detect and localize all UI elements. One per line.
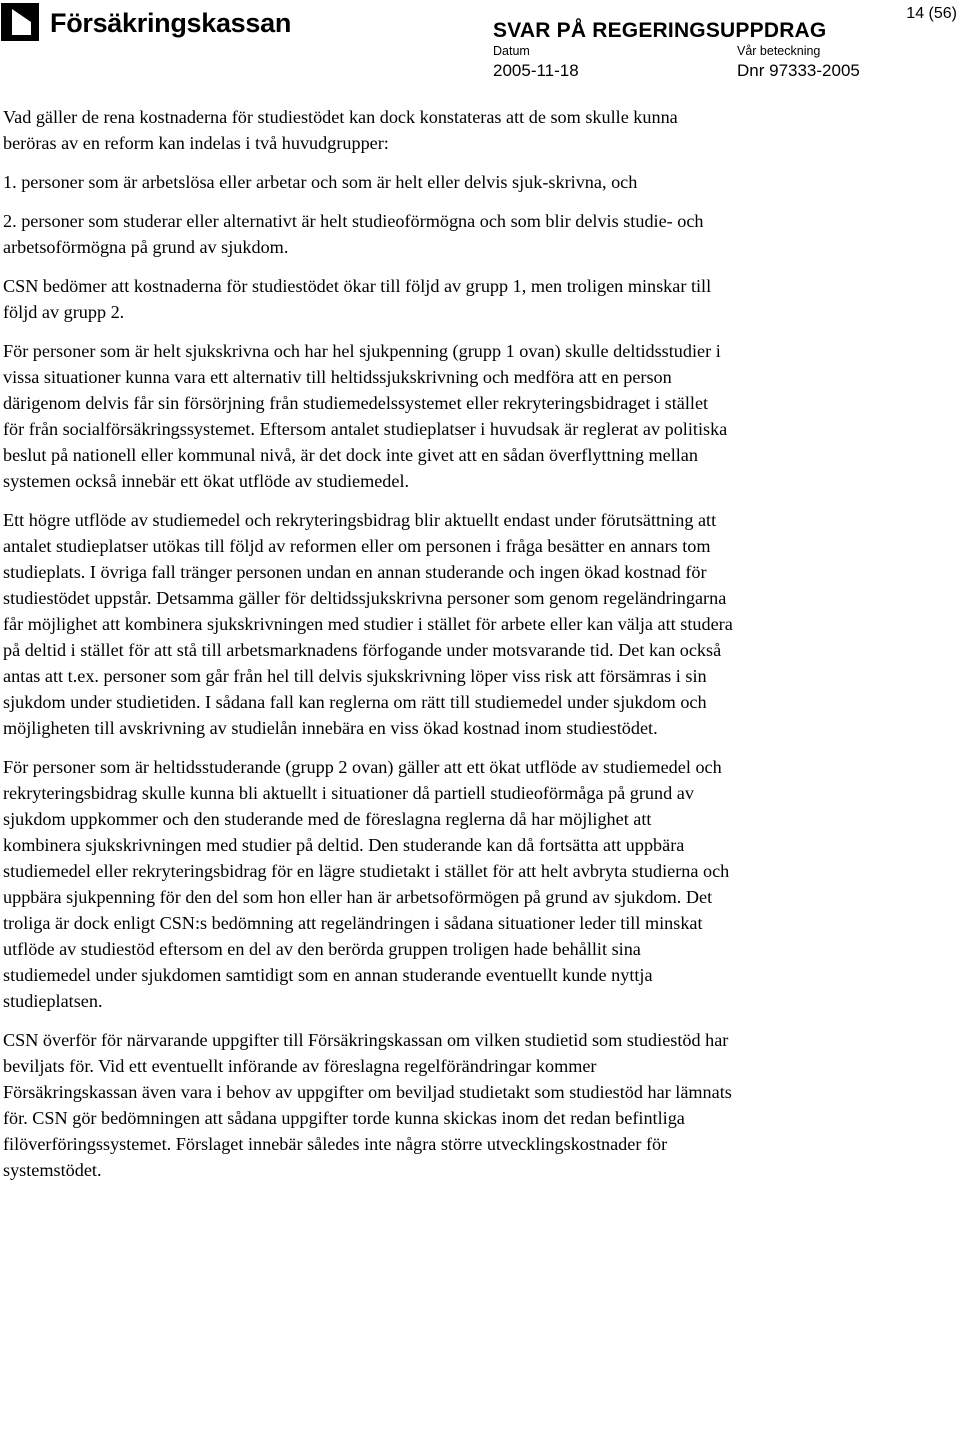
document-body	[3, 104, 733, 1196]
reference-value: Dnr 97333-2005	[737, 61, 860, 80]
page-number: 14 (56)	[906, 5, 957, 22]
paragraph: För personer som är heltidsstuderande (grupp 2 ovan) gäller att ett ökat utflöde av studiemedel och rekryteringsbidrag skulle kunna bli aktuellt i situationer då partiell studieoförmåga på grund av sjukdom uppkommer och den studerande med de föreslagna reglerna då har möjlighet att kombinera sjukskrivningen med studier på deltid. Den studerande kan då fortsätta att uppbära studiemedel eller rekryteringsbidrag för en lägre studietakt i stället för att helt avbryta studierna och uppbära sjukpenning för den del som hon eller han är arbetsoförmögen på grund av sjukdom. Det troliga är dock enligt CSN:s bedömning att regeländringen i sådana situationer leder till minskat utflöde av studiestöd eftersom en del av den berörda gruppen troligen hade behållit sina studiemedel under sjukdomen samtidigt som en annan studerande eventuellt kunde nyttja studieplatsen.	[3, 757, 730, 1011]
agency-logo	[0, 0, 291, 44]
paragraph: Vad gäller de rena kostnaderna för studiestödet kan dock konstateras att de som skulle kunna beröras av en reform kan indelas i två huvudgrupper:	[3, 107, 678, 153]
date-value: 2005-11-18	[493, 61, 579, 80]
reference-label: Vår beteckning	[737, 44, 821, 58]
logo-text: Försäkringskassan	[50, 7, 292, 38]
list-item: 1. personer som är arbetslösa eller arbetar och som är helt eller delvis sjuk-skrivna, och	[3, 172, 638, 192]
document-title: SVAR PÅ REGERINGSUPPDRAG	[493, 19, 827, 42]
paragraph: Ett högre utflöde av studiemedel och rekryteringsbidrag blir aktuellt endast under förutsättning att antalet studieplatser utökas till följd av reformen eller om personen i fråga besätter en annars tom studieplats. I övriga fall tränger personen undan en annan studerande och ingen ökad kostnad för studiestödet uppstår. Detsamma gäller för deltidssjukskrivna personer som genom regeländringarna får möjlighet att kombinera sjukskrivningen med studier i stället för arbete eller kan välja att studera på deltid i stället för att stå till arbetsmarknadens förfogande under motsvarande tid. Det kan också antas att t.ex. personer som går från hel till delvis sjukskrivning löper viss risk att försämras i sin sjukdom under studietiden. I sådana fall kan reglerna om rätt till studiemedel under sjukdom och möjligheten till avskrivning av studielån innebära en viss ökad kostnad inom studiestödet.	[3, 510, 733, 738]
paragraph: CSN bedömer att kostnaderna för studiestödet ökar till följd av grupp 1, men troligen minskar till följd av grupp 2.	[3, 276, 712, 322]
date-label: Datum	[493, 44, 530, 58]
paragraph: CSN överför för närvarande uppgifter till Försäkringskassan om vilken studietid som studiestöd har beviljats för. Vid ett eventuellt införande av föreslagna regelförändringar kommer Försäkringskassan även vara i behov av uppgifter om beviljad studietakt som studiestöd har lämnats för. CSN gör bedömningen att sådana uppgifter torde kunna skickas inom det redan befintliga filöverföringssystemet. Förslaget innebär således inte några större utvecklingskostnader för systemstödet.	[3, 1030, 732, 1180]
paragraph: För personer som är helt sjukskrivna och har hel sjukpenning (grupp 1 ovan) skulle deltidsstudier i vissa situationer kunna vara ett alternativ till heltidssjukskrivning och medföra att en person därigenom delvis får sin försörjning från studiemedelssystemet eller rekryteringsbidraget i stället för från socialförsäkringssystemet. Eftersom antalet studieplatser i huvudsak är reglerat av politiska beslut på nationell eller kommunal nivå, är det dock inte givet att en sådan överflyttning mellan systemen också innebär ett ökat utflöde av studiemedel.	[3, 341, 728, 491]
list-item: 2. personer som studerar eller alternativt är helt studieoförmögna och som blir delvis studie- och arbetsoförmögna på grund av sjukdom.	[3, 211, 704, 257]
logo-mark-icon	[0, 2, 40, 42]
